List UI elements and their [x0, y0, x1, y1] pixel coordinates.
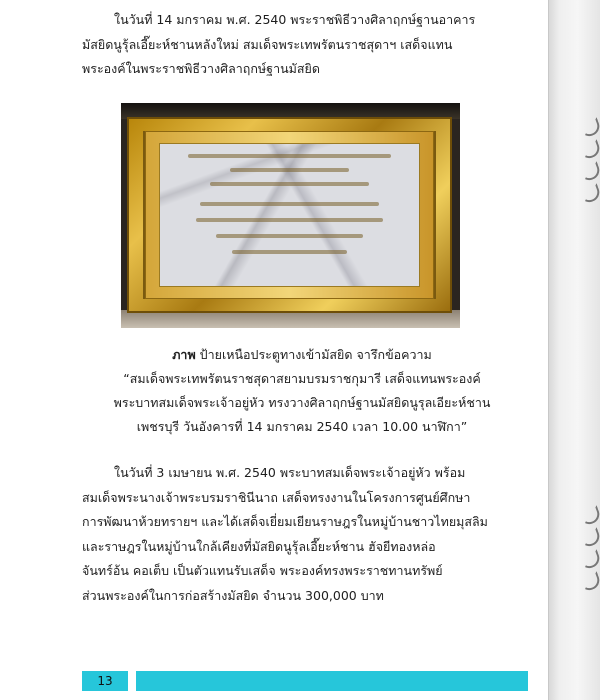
text-line: มัสยิดนูรุ้ลเอี๊ยะห์ชานหลังใหม่ สมเด็จพระเทพรัตนราชสุดาฯ เสด็จแทน — [82, 36, 453, 52]
page-number: 13 — [82, 671, 128, 691]
text-line: ในวันที่ 14 มกราคม พ.ศ. 2540 พระราชพิธีวางศิลาฤกษ์ฐานอาคาร — [114, 12, 476, 27]
engraved-line — [230, 168, 349, 172]
engraved-line — [216, 234, 363, 238]
caption-line: พระบาทสมเด็จพระเจ้าอยู่หัว ทรงวางศิลาฤกษ์ฐานมัสยิดนูรุลเอียะห์ชาน — [113, 395, 491, 410]
caption-line: เพชรบุรี วันอังคารที่ 14 มกราคม 2540 เวลา 10.00 นาฬิกา” — [136, 419, 468, 434]
spiral-binding — [548, 0, 600, 700]
paragraph-plaque-ceremony — [82, 8, 522, 82]
text-line: จันทร์อ้น คอเต็บ เป็นตัวแทนรับเสด็จ พระองค์ทรงพระราชทานทรัพย์ — [82, 563, 443, 578]
engraved-line — [196, 218, 383, 222]
footer-bar — [136, 671, 528, 691]
marble-plaque — [159, 143, 420, 287]
text-line: และราษฎรในหมู่บ้านใกล้เคียงที่มัสยิดนูรุ้ลเอี๊ยะห์ชาน ฮัจยีทองหล่อ — [82, 538, 436, 554]
engraved-line — [200, 202, 379, 206]
text-line: ส่วนพระองค์ในการก่อสร้างมัสยิด จำนวน 300,000 บาท — [82, 587, 384, 603]
caption-label: ภาพ — [172, 347, 196, 362]
caption-line — [82, 343, 522, 367]
paragraph-royal-visit — [82, 461, 522, 608]
caption-line: “สมเด็จพระเทพรัตนราชสุดาสยามบรมราชกุมารี เสด็จแทนพระองค์ — [123, 371, 481, 386]
caption-text: ป้ายเหนือประตูทางเข้ามัสยิด จารึกข้อความ — [199, 347, 432, 362]
text-line: ในวันที่ 3 เมษายน พ.ศ. 2540 พระบาทสมเด็จพระเจ้าอยู่หัว พร้อม — [114, 465, 466, 480]
engraved-line — [188, 154, 391, 158]
photo-caption — [82, 343, 522, 439]
engraved-line — [210, 182, 369, 186]
text-line: พระองค์ในพระราชพิธีวางศิลาฤกษ์ฐานมัสยิด — [82, 61, 320, 76]
text-line: การพัฒนาห้วยทรายฯ และได้เสด็จเยี่ยมเยียนราษฎรในหมู่บ้านชาวไทยมุสลิม — [82, 514, 488, 529]
text-line: สมเด็จพระนางเจ้าพระบรมราชินีนาถ เสด็จทรงงานในโครงการศูนย์ศึกษา — [82, 489, 471, 505]
gilded-frame — [127, 117, 452, 313]
engraved-line — [232, 250, 347, 254]
plaque-photo — [121, 103, 460, 328]
